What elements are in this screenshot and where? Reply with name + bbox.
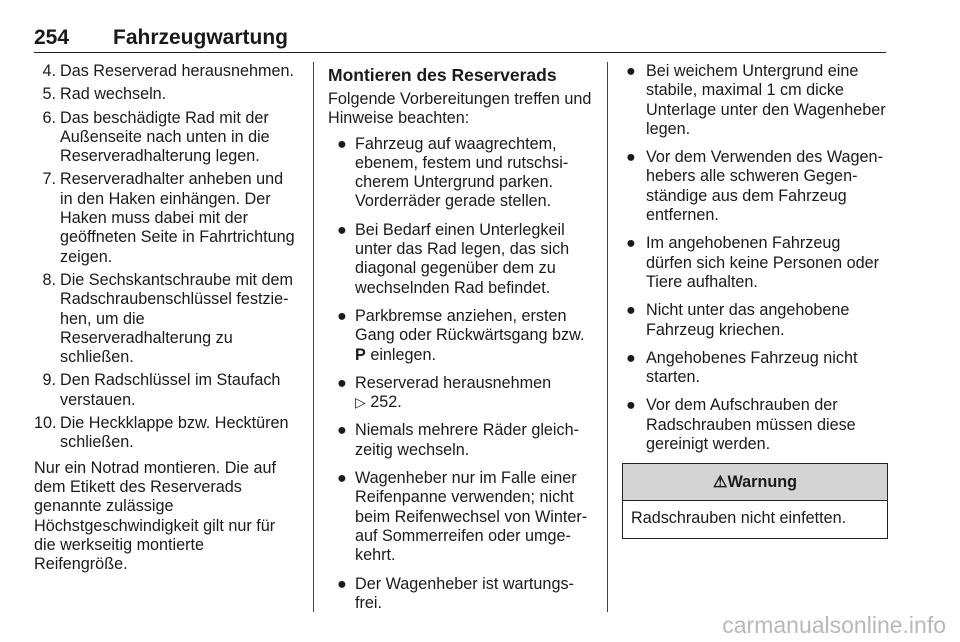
- section-heading: Montieren des Reserverads: [328, 65, 557, 85]
- list-item: ● Parkbremse anziehen, ersten Gang oder Rückwärtsgang bzw. P einlegen.: [337, 306, 585, 364]
- page-number: 254: [34, 26, 70, 49]
- bullet-icon: ●: [626, 234, 636, 253]
- list-item: ● Fahrzeug auf waagrechtem, ebenem, festem und rutschsicherem Untergrund parken. Vorderräder gerade stellen.: [337, 134, 569, 211]
- list-item: 5. Rad wechseln.: [42, 85, 167, 104]
- bullet-icon: ●: [337, 574, 347, 593]
- watermark: carmanualsonline.info: [722, 612, 946, 638]
- list-item: ● Wagenheber nur im Falle einer Reifenpanne verwenden; nicht beim Reifenwechsel von Winter- auf Sommerreifen oder umgekehrt.: [337, 469, 588, 565]
- bullet-icon: ●: [337, 421, 347, 440]
- column-divider: [313, 62, 314, 612]
- bullet-icon: ●: [626, 148, 636, 167]
- list-item: ● Niemals mehrere Räder gleichzeitig wechseln.: [337, 421, 580, 459]
- list-item: ● Vor dem Aufschrauben der Radschrauben müssen diese gereinigt werden.: [626, 396, 856, 454]
- bullet-icon: ●: [626, 348, 636, 367]
- warning-icon: ⚠: [712, 473, 728, 492]
- page-reference: 252.: [370, 393, 402, 412]
- page-header: [34, 26, 886, 53]
- bullet-icon: ●: [626, 301, 636, 320]
- bullet-icon: ●: [337, 134, 347, 153]
- warning-title: Warnung: [727, 473, 798, 492]
- gear-p-label: P: [355, 345, 366, 364]
- column-3: [622, 62, 888, 539]
- column-1: [34, 62, 300, 574]
- intro-paragraph: Folgende Vorbereitungen treffen und Hinweise beachten:: [328, 90, 592, 128]
- note-paragraph: Nur ein Notrad montieren. Die auf dem Etikett des Reserverads genannte zulässige Höchstgeschwindigkeit gilt nur für die werkseitig montierte Reifengröße.: [34, 458, 277, 574]
- chapter-title: Fahrzeugwartung: [113, 26, 289, 49]
- column-divider: [607, 62, 608, 612]
- list-item: ● Bei Bedarf einen Unterlegkeil unter das Rad legen, das sich diagonal gegenüber dem zu wechselnden Rad befindet.: [337, 220, 570, 297]
- list-item: 7. Reserveradhalter anheben und in den Haken einhängen. Der Haken muss dabei mit der geöffneten Seite in Fahrtrichtung zeigen.: [42, 170, 295, 266]
- list-item: ● Der Wagenheber ist wartungsfrei.: [337, 574, 574, 612]
- list-item: ● Im angehobenen Fahrzeug dürfen sich keine Personen oder Tiere aufhalten.: [626, 234, 880, 291]
- bullet-icon: ●: [337, 306, 347, 325]
- bullet-icon: ●: [626, 62, 636, 80]
- list-item: ● Vor dem Verwenden des Wagenhebers alle schweren Gegenständige aus dem Fahrzeug entfernen.: [626, 148, 883, 225]
- warning-header: [623, 464, 887, 501]
- warning-box: [622, 463, 888, 538]
- column-2: [328, 62, 594, 622]
- bullet-icon: ●: [337, 220, 347, 239]
- list-item: ● Angehobenes Fahrzeug nicht starten.: [626, 348, 858, 387]
- page-reference-icon: ▷: [355, 394, 366, 411]
- list-item: ● Nicht unter das angehobene Fahrzeug kriechen.: [626, 301, 850, 339]
- list-item: 10. Die Heckklappe bzw. Hecktüren schließen.: [34, 414, 289, 452]
- list-item: 4. Das Reserverad herausnehmen.: [42, 62, 294, 80]
- bullet-icon: ●: [337, 469, 347, 488]
- bullet-icon: ●: [337, 373, 347, 392]
- list-item: ● Bei weichem Untergrund eine stabile, maximal 1 cm dicke Unterlage unter den Wagenheber legen.: [626, 62, 886, 138]
- bullet-icon: ●: [626, 396, 636, 415]
- warning-text: Radschrauben nicht einfetten.: [631, 509, 847, 528]
- list-item: 8. Die Sechskantschraube mit dem Radschraubenschlüssel festziehen, um die Reserveradhalterung zu schließen.: [42, 270, 294, 367]
- list-item: 9. Den Radschlüssel im Staufach verstauen.: [42, 371, 281, 409]
- list-item: ● Reserverad herausnehmen ▷ 252.: [337, 373, 552, 412]
- list-item: 6. Das beschädigte Rad mit der Außenseite nach unten in die Reserveradhalterung legen.: [42, 108, 270, 166]
